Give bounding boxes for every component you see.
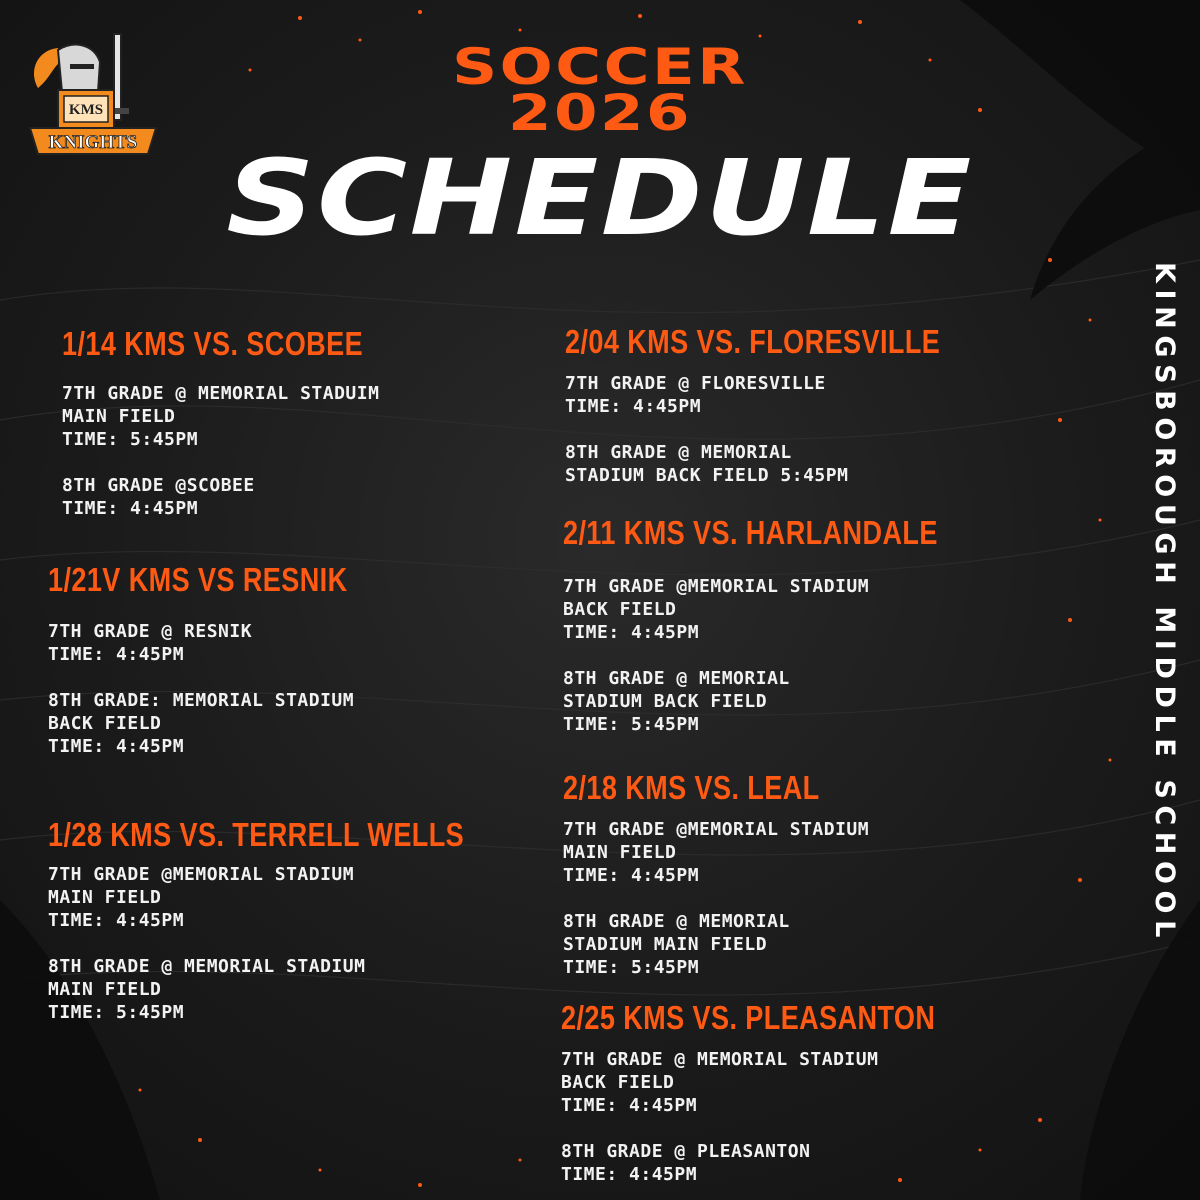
detail-line: 8TH GRADE @ MEMORIAL STADIUM [48,956,366,977]
detail-line: MAIN FIELD [48,887,162,908]
detail-line: 8TH GRADE @ MEMORIAL [565,442,792,463]
detail-line: 7TH GRADE @ RESNIK [48,621,253,642]
detail-line: 7TH GRADE @MEMORIAL STADIUM [48,864,355,885]
detail-line: TIME: 5:45PM [563,714,700,735]
detail-line: 7TH GRADE @MEMORIAL STADIUM [563,819,870,840]
detail-line: STADIUM BACK FIELD [563,691,768,712]
detail-line: 8TH GRADE @ MEMORIAL [563,668,790,689]
detail-line: MAIN FIELD [563,842,677,863]
detail-line: TIME: 5:45PM [62,429,199,450]
match-heading: 2/11 KMS VS. HARLANDALE [563,514,938,551]
detail-line: MAIN FIELD [48,979,162,1000]
match-heading: 1/21V KMS VS RESNIK [48,561,348,598]
detail-line: 7TH GRADE @ MEMORIAL STADIUM [561,1049,879,1070]
title-sport-year [0,38,1200,142]
detail-line: TIME: 4:45PM [48,644,185,665]
detail-line: BACK FIELD [561,1072,675,1093]
match-0204 [565,324,1023,487]
detail-line: 8TH GRADE @ PLEASANTON [561,1141,811,1162]
detail-line: TIME: 4:45PM [565,396,702,417]
detail-line: BACK FIELD [563,599,677,620]
detail-line: 7TH GRADE @ MEMORIAL STADUIM [62,383,380,404]
detail-line: STADIUM MAIN FIELD [563,934,768,955]
detail-line: TIME: 4:45PM [62,498,199,519]
detail-line: STADIUM BACK FIELD 5:45PM [565,465,849,486]
detail-line: 8TH GRADE @ MEMORIAL [563,911,790,932]
detail-line: TIME: 5:45PM [48,1002,185,1023]
detail-line: TIME: 4:45PM [563,622,700,643]
title-year: 2026 [508,84,692,142]
school-name-vertical: KINGSBOROUGH MIDDLE SCHOOL [1149,262,1180,944]
detail-line: BACK FIELD [48,713,162,734]
detail-line: TIME: 4:45PM [561,1164,698,1185]
match-0225 [561,1000,1018,1186]
match-0218 [563,770,876,979]
match-heading: 2/18 KMS VS. LEAL [563,769,820,806]
match-0128 [48,817,555,1024]
detail-line: TIME: 4:45PM [48,910,185,931]
logo-banner-text: KNIGHTS [48,132,138,153]
detail-line: MAIN FIELD [62,406,176,427]
logo-top-text: KMS [68,102,104,118]
detail-line: TIME: 4:45PM [561,1095,698,1116]
title-sport: SOCCER [452,38,748,96]
match-0211 [563,515,1020,736]
detail-line: TIME: 4:45PM [563,865,700,886]
detail-line: 8TH GRADE @SCOBEE [62,475,255,496]
detail-line: TIME: 4:45PM [48,736,185,757]
match-heading: 1/14 KMS VS. SCOBEE [62,325,364,362]
match-0121 [48,562,413,758]
detail-line: 7TH GRADE @MEMORIAL STADIUM [563,576,870,597]
match-heading: 1/28 KMS VS. TERRELL WELLS [48,816,465,853]
match-heading: 2/25 KMS VS. PLEASANTON [561,999,936,1036]
detail-line: 7TH GRADE @ FLORESVILLE [565,373,826,394]
page-title: SCHEDULE [226,137,974,259]
detail-line: 8TH GRADE: MEMORIAL STADIUM [48,690,355,711]
match-0114 [62,326,429,520]
match-heading: 2/04 KMS VS. FLORESVILLE [565,323,941,360]
detail-line: TIME: 5:45PM [563,957,700,978]
